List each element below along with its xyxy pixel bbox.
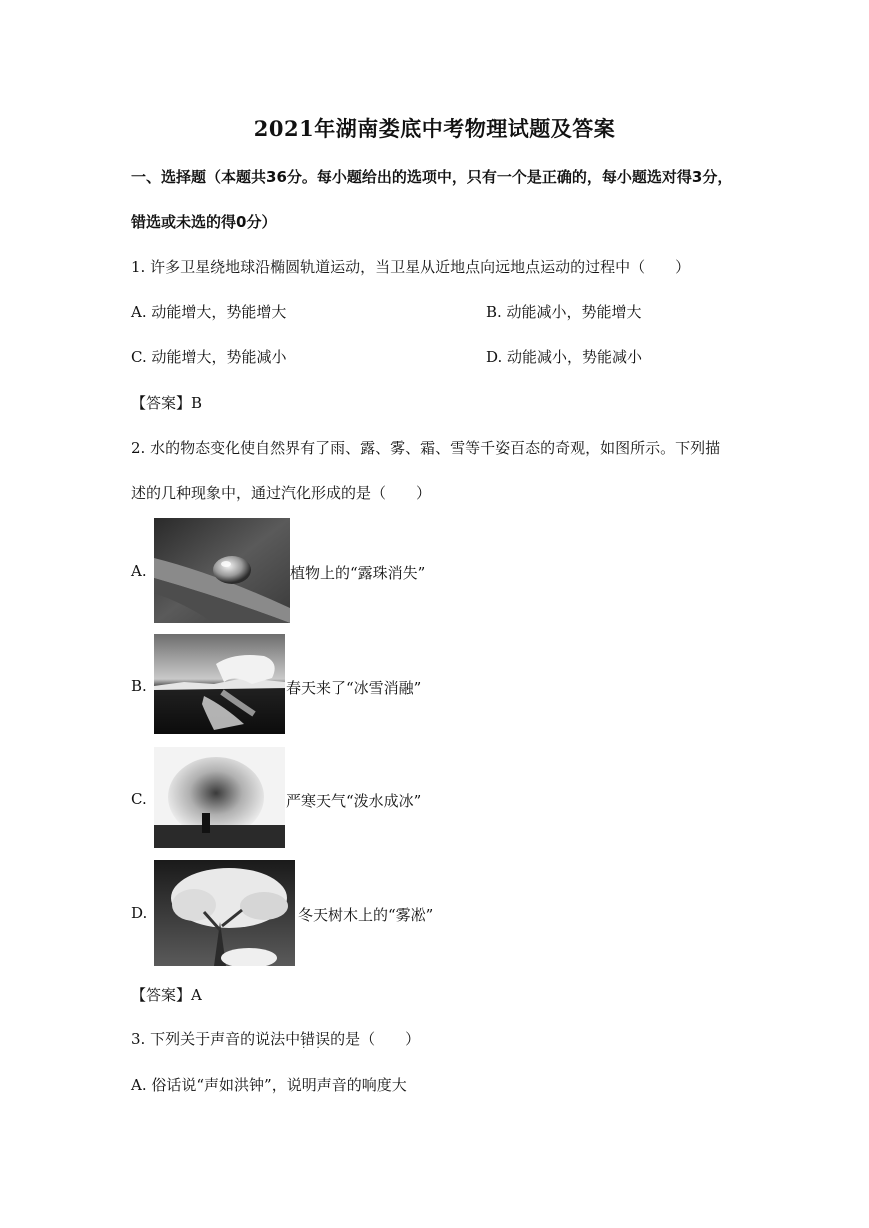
q3-option-a: A. 俗话说“声如洪钟”，说明声音的响度大 bbox=[131, 1076, 407, 1094]
dewdrop-photo bbox=[154, 518, 290, 623]
page-title: 2021年湖南娄底中考物理试题及答案 bbox=[253, 116, 616, 141]
q2-option-c-letter: C. bbox=[131, 790, 147, 808]
q2-option-a-caption: 植物上的“露珠消失” bbox=[290, 564, 426, 582]
q2-stem-line1: 2. 水的物态变化使自然界有了雨、露、雾、霜、雪等千姿百态的奇观，如图所示。下列描 bbox=[131, 439, 721, 457]
q3-stem-emphasis: 错误 · · bbox=[300, 1030, 330, 1048]
q2-answer: 【答案】A bbox=[131, 986, 202, 1004]
splashing-water-photo bbox=[154, 747, 285, 848]
q2-option-d-caption: 冬天树木上的“雾凇” bbox=[298, 906, 434, 924]
q3-stem bbox=[131, 1028, 420, 1049]
section-heading-line1: 一、选择题（本题共36分。每小题给出的选项中，只有一个是正确的，每小题选对得3分， bbox=[131, 168, 733, 186]
q2-option-b-caption: 春天来了“冰雪消融” bbox=[286, 679, 422, 697]
q1-option-d: D. 动能减小，势能减小 bbox=[486, 348, 643, 366]
q2-option-a-letter: A. bbox=[131, 562, 147, 580]
q2-stem-line2: 述的几种现象中，通过汽化形成的是（ ） bbox=[131, 484, 432, 502]
q1-option-a: A. 动能增大，势能增大 bbox=[131, 303, 287, 321]
q2-option-b-letter: B. bbox=[131, 677, 147, 695]
q1-option-b: B. 动能减小，势能增大 bbox=[486, 303, 642, 321]
q1-stem: 1. 许多卫星绕地球沿椭圆轨道运动，当卫星从近地点向远地点运动的过程中（ ） bbox=[131, 258, 691, 276]
q2-option-d-letter: D. bbox=[131, 904, 148, 922]
rime-tree-photo bbox=[154, 860, 295, 966]
melting-ice-photo bbox=[154, 634, 285, 734]
q1-answer: 【答案】B bbox=[131, 394, 203, 412]
q3-stem-after: 的是（ ） bbox=[330, 1030, 421, 1048]
q2-option-c-caption: 严寒天气“泼水成冰” bbox=[286, 792, 422, 810]
q3-stem-before: 3. 下列关于声音的说法中 bbox=[131, 1030, 301, 1048]
q1-option-c: C. 动能增大，势能减小 bbox=[131, 348, 287, 366]
section-heading-line2: 错选或未选的得0分） bbox=[131, 213, 277, 231]
